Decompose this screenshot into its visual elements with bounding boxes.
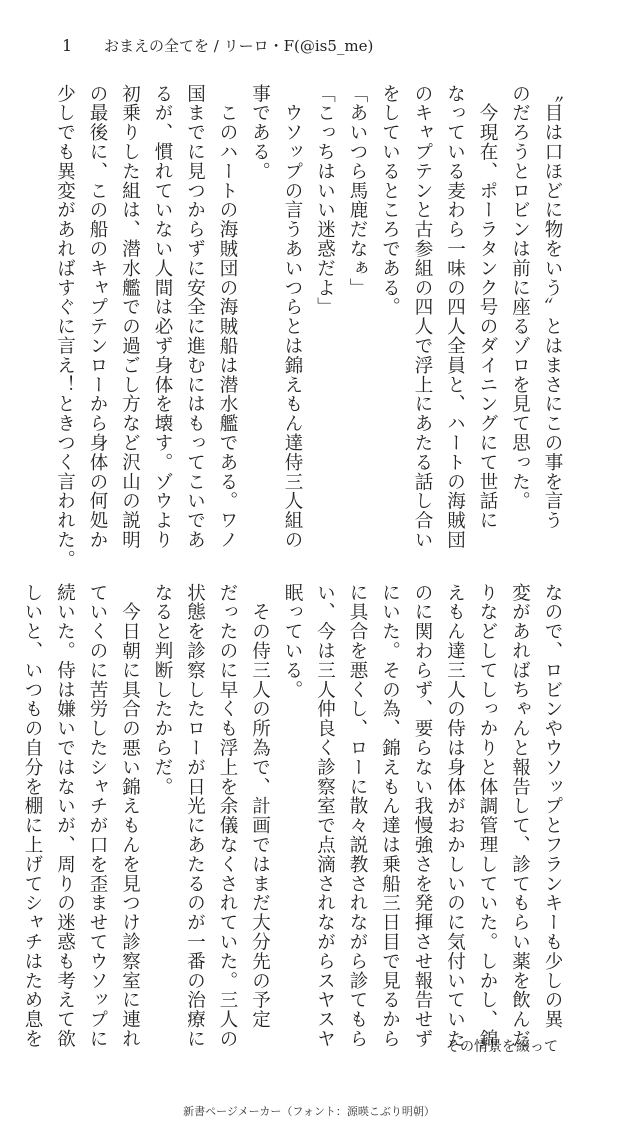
- text-line: 事である。: [249, 84, 271, 181]
- text-line: るが、慣れていない人間は必ず身体を壊す。ゾウより: [152, 84, 173, 550]
- text-line: のに関わらず、要らない我慢強さを発揮させ報告せず: [412, 583, 433, 1049]
- text-line: りなどしてしっかりと体調管理していた。しかし、錦: [477, 583, 498, 1049]
- text-line: ていくのに苦労したシャチが口を歪ませてウソップに: [87, 583, 108, 1049]
- book-title: おまえの全てを / リーロ・F(@is5_me): [104, 36, 374, 55]
- text-line: しいと、いつもの自分を棚に上げてシャチはため息を: [22, 583, 43, 1049]
- page-footer: 新書ページメーカー（フォント：源暎こぶり明朝）: [183, 1105, 435, 1118]
- text-line: 眠っている。: [282, 583, 303, 700]
- text-line: なると判断したからだ。: [152, 583, 173, 797]
- text-line: なっている麦わら一味の四人全員と、ハートの海賊団: [444, 84, 466, 550]
- text-line: の最後に、この船のキャプテンローから身体の何処か: [87, 84, 108, 550]
- text-line: 続いた。侍は嫌いではないが、周りの迷惑も考えて欲: [54, 583, 76, 1049]
- page-number: 1: [62, 35, 73, 55]
- text-line: 変があればちゃんと報告して、診てもらい薬を飲んだ: [509, 583, 531, 1049]
- text-line: をしているところである。: [379, 84, 401, 317]
- text-line: に具合を悪くし、ローに散々説教されながら診てもら: [347, 583, 368, 1049]
- text-line: 「あいつら馬鹿だなぁ」: [347, 84, 368, 298]
- text-line: 状態を診察したローが日光にあたるのが一番の治療に: [184, 583, 206, 1049]
- page-footnote: その情景を綴って: [446, 1039, 558, 1055]
- text-line: 今日朝に具合の悪い錦えもんを見つけ診察室に連れ: [119, 583, 141, 1049]
- text-line: 〝目は口ほどに物をいう〟とはまさにこの事を言う: [542, 84, 563, 531]
- text-line: のキャプテンと古参組の四人で浮上にあたる話し合い: [412, 84, 433, 550]
- text-line: い、今は三人仲良く診察室で点滴されながらスヤスヤ: [314, 583, 336, 1049]
- text-line: 国までに見つからずに安全に進むにはもってこいであ: [184, 84, 206, 550]
- text-line: その侍三人の所為で、計画ではまだ大分先の予定: [249, 583, 271, 1030]
- text-line: えもん達三人の侍は身体がおかしいのに気付いていた: [444, 583, 466, 1049]
- upper-text-block: [48, 84, 568, 569]
- text-line: なので、ロビンやウソップとフランキーも少しの異: [542, 583, 563, 1030]
- text-line: 初乗りした組は、潜水艦での過ごし方など沢山の説明: [119, 84, 141, 550]
- text-line: このハートの海賊団の海賊船は潜水艦である。ワノ: [217, 84, 238, 550]
- text-line: のだろうとロビンは前に座るゾロを見て思った。: [509, 84, 531, 511]
- text-line: にいた。その為、錦えもん達は乗船三日目で見るから: [379, 583, 401, 1049]
- text-line: 少しでも異変があればすぐに言え！ときつく言われた。: [54, 84, 76, 569]
- page-header: [62, 33, 373, 57]
- text-line: 「こっちはいい迷惑だよ」: [314, 84, 336, 317]
- text-line: だったのに早くも浮上を余儀なくされていた。三人の: [217, 583, 238, 1049]
- text-line: ウソップの言うあいつらとは錦えもん達侍三人組の: [282, 84, 303, 550]
- text-line: 今現在、ポーラタンク号のダイニングにて世話に: [477, 84, 498, 531]
